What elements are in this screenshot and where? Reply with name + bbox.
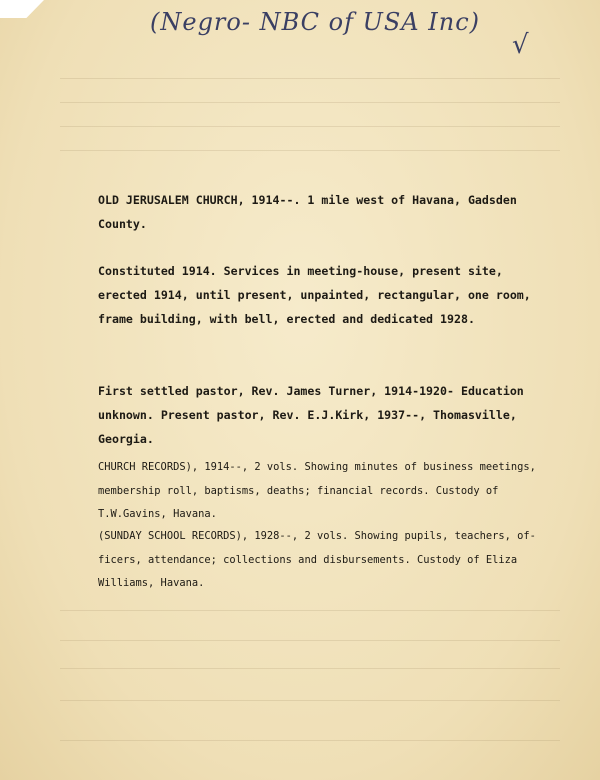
bleed-through-line bbox=[60, 700, 560, 701]
pastors-paragraph bbox=[98, 379, 558, 451]
text-line: membership roll, baptisms, deaths; financial records. Custody of bbox=[98, 484, 499, 497]
text-line: unknown. Present pastor, Rev. E.J.Kirk, 1937--, Thomasville, bbox=[98, 408, 517, 422]
text-line: erected 1914, until present, unpainted, rectangular, one room, bbox=[98, 288, 531, 302]
text-line: ficers, attendance; collections and disbursements. Custody of Eliza bbox=[98, 553, 518, 566]
bleed-through-line bbox=[60, 126, 560, 127]
bleed-through-line bbox=[60, 640, 560, 641]
sunday-school-records-paragraph bbox=[98, 525, 558, 596]
church-records-paragraph bbox=[98, 456, 558, 527]
check-mark: √ bbox=[512, 30, 529, 60]
torn-corner bbox=[0, 0, 44, 18]
church-title bbox=[98, 188, 558, 236]
text-line: County. bbox=[98, 217, 147, 231]
bleed-through-line bbox=[60, 150, 560, 151]
text-line: Georgia. bbox=[98, 432, 154, 446]
bleed-through-line bbox=[60, 668, 560, 669]
text-line: OLD JERUSALEM CHURCH, 1914--. 1 mile west of Havana, Gadsden bbox=[98, 193, 517, 207]
bleed-through-line bbox=[60, 102, 560, 103]
text-line: Williams, Havana. bbox=[98, 577, 205, 589]
bleed-through-line bbox=[60, 740, 560, 741]
text-line: (SUNDAY SCHOOL RECORDS), 1928--, 2 vols. Showing pupils, teachers, of- bbox=[98, 530, 536, 542]
bleed-through-line bbox=[60, 78, 560, 79]
text-line: CHURCH RECORDS), 1914--, 2 vols. Showing minutes of business meetings, bbox=[98, 461, 536, 473]
text-line: T.W.Gavins, Havana. bbox=[98, 508, 217, 520]
bleed-through-line bbox=[60, 610, 560, 611]
text-line: frame building, with bell, erected and dedicated 1928. bbox=[98, 312, 475, 326]
handwritten-note: (Negro- NBC of USA Inc) bbox=[150, 8, 480, 36]
text-line: Constituted 1914. Services in meeting-house, present site, bbox=[98, 264, 503, 278]
text-line: First settled pastor, Rev. James Turner, 1914-1920- Education bbox=[98, 384, 524, 398]
constituted-paragraph bbox=[98, 259, 558, 331]
